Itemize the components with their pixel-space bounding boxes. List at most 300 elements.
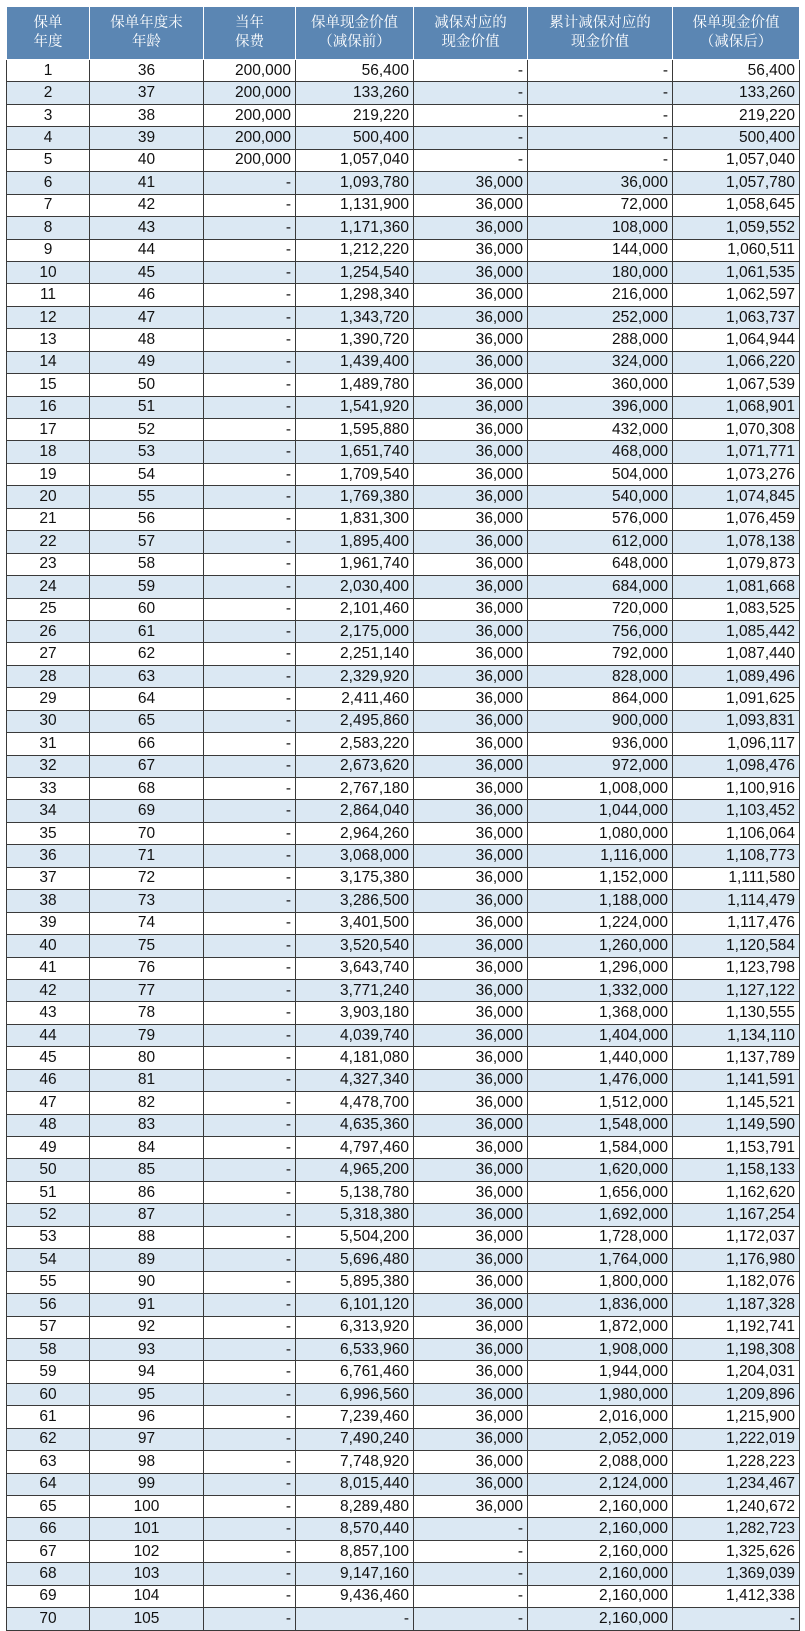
reduction-cash-value-cell: 36,000 [414, 1069, 528, 1091]
reduction-cash-value-cell: 36,000 [414, 1383, 528, 1405]
cumulative-reduction-cell: 2,016,000 [528, 1406, 673, 1428]
table-row [7, 979, 800, 1001]
premium-cell: - [204, 553, 296, 575]
reduction-cash-value-cell: 36,000 [414, 643, 528, 665]
premium-cell: - [204, 1024, 296, 1046]
header-policy-year: 保单 年度 [7, 7, 90, 60]
premium-cell: - [204, 441, 296, 463]
policy-year-cell: 21 [7, 508, 90, 530]
premium-cell: - [204, 1608, 296, 1630]
age-cell: 43 [90, 217, 204, 239]
reduction-cash-value-cell: 36,000 [414, 1496, 528, 1518]
policy-value-table [6, 6, 800, 1631]
cash-value-before-cell: 1,595,880 [296, 419, 414, 441]
table-row [7, 486, 800, 508]
cumulative-reduction-cell: 1,044,000 [528, 800, 673, 822]
cumulative-reduction-cell: 1,872,000 [528, 1316, 673, 1338]
age-cell: 44 [90, 239, 204, 261]
policy-year-cell: 25 [7, 598, 90, 620]
age-cell: 54 [90, 463, 204, 485]
reduction-cash-value-cell: 36,000 [414, 733, 528, 755]
policy-year-cell: 27 [7, 643, 90, 665]
premium-cell: - [204, 800, 296, 822]
table-row [7, 1585, 800, 1607]
cumulative-reduction-cell: 1,908,000 [528, 1338, 673, 1360]
policy-year-cell: 69 [7, 1585, 90, 1607]
policy-year-cell: 53 [7, 1226, 90, 1248]
cash-value-before-cell: 1,895,400 [296, 531, 414, 553]
cumulative-reduction-cell: 972,000 [528, 755, 673, 777]
cash-value-after-cell: 1,103,452 [673, 800, 800, 822]
cash-value-before-cell: 2,175,000 [296, 620, 414, 642]
table-row [7, 733, 800, 755]
reduction-cash-value-cell: 36,000 [414, 374, 528, 396]
cash-value-before-cell: 4,797,460 [296, 1137, 414, 1159]
cumulative-reduction-cell: 2,160,000 [528, 1540, 673, 1562]
age-cell: 80 [90, 1047, 204, 1069]
age-cell: 49 [90, 351, 204, 373]
policy-year-cell: 32 [7, 755, 90, 777]
age-cell: 69 [90, 800, 204, 822]
policy-year-cell: 64 [7, 1473, 90, 1495]
age-cell: 104 [90, 1585, 204, 1607]
table-row [7, 1518, 800, 1540]
reduction-cash-value-cell: 36,000 [414, 463, 528, 485]
premium-cell: - [204, 306, 296, 328]
cash-value-before-cell: 6,101,120 [296, 1294, 414, 1316]
policy-year-cell: 12 [7, 306, 90, 328]
age-cell: 41 [90, 172, 204, 194]
table-row [7, 688, 800, 710]
reduction-cash-value-cell: - [414, 82, 528, 104]
policy-year-cell: 1 [7, 60, 90, 82]
cash-value-after-cell: 1,145,521 [673, 1092, 800, 1114]
premium-cell: - [204, 1047, 296, 1069]
cash-value-after-cell: 1,057,780 [673, 172, 800, 194]
age-cell: 81 [90, 1069, 204, 1091]
header-reduction-cash-value: 减保对应的 现金价值 [414, 7, 528, 60]
cash-value-after-cell: 1,067,539 [673, 374, 800, 396]
cash-value-before-cell: 1,831,300 [296, 508, 414, 530]
reduction-cash-value-cell: 36,000 [414, 172, 528, 194]
policy-year-cell: 63 [7, 1451, 90, 1473]
policy-year-cell: 47 [7, 1092, 90, 1114]
table-row [7, 643, 800, 665]
cash-value-after-cell: 1,071,771 [673, 441, 800, 463]
cash-value-after-cell: 1,209,896 [673, 1383, 800, 1405]
premium-cell: - [204, 1563, 296, 1585]
cumulative-reduction-cell: 216,000 [528, 284, 673, 306]
cash-value-before-cell: 5,138,780 [296, 1181, 414, 1203]
age-cell: 86 [90, 1181, 204, 1203]
premium-cell: - [204, 890, 296, 912]
table-row [7, 1540, 800, 1562]
reduction-cash-value-cell: 36,000 [414, 867, 528, 889]
age-cell: 48 [90, 329, 204, 351]
cash-value-before-cell: 2,495,860 [296, 710, 414, 732]
age-cell: 82 [90, 1092, 204, 1114]
premium-cell: - [204, 867, 296, 889]
cash-value-before-cell: 2,767,180 [296, 778, 414, 800]
premium-cell: - [204, 935, 296, 957]
cash-value-after-cell: 1,081,668 [673, 576, 800, 598]
table-row [7, 419, 800, 441]
cash-value-before-cell: 3,771,240 [296, 979, 414, 1001]
premium-cell: - [204, 1496, 296, 1518]
table-row [7, 60, 800, 82]
cash-value-after-cell: 1,176,980 [673, 1249, 800, 1271]
policy-year-cell: 55 [7, 1271, 90, 1293]
premium-cell: - [204, 755, 296, 777]
cash-value-before-cell: 7,748,920 [296, 1451, 414, 1473]
table-row [7, 800, 800, 822]
policy-year-cell: 37 [7, 867, 90, 889]
table-row [7, 553, 800, 575]
age-cell: 93 [90, 1338, 204, 1360]
table-row [7, 598, 800, 620]
policy-year-cell: 18 [7, 441, 90, 463]
cash-value-after-cell: 1,149,590 [673, 1114, 800, 1136]
policy-year-cell: 2 [7, 82, 90, 104]
reduction-cash-value-cell: 36,000 [414, 1092, 528, 1114]
reduction-cash-value-cell: 36,000 [414, 531, 528, 553]
cumulative-reduction-cell: - [528, 60, 673, 82]
policy-year-cell: 31 [7, 733, 90, 755]
table-row [7, 576, 800, 598]
policy-year-cell: 57 [7, 1316, 90, 1338]
cash-value-after-cell: 1,111,580 [673, 867, 800, 889]
cumulative-reduction-cell: 504,000 [528, 463, 673, 485]
table-row [7, 1271, 800, 1293]
age-cell: 105 [90, 1608, 204, 1630]
table-row [7, 1473, 800, 1495]
age-cell: 61 [90, 620, 204, 642]
age-cell: 83 [90, 1114, 204, 1136]
cumulative-reduction-cell: 1,368,000 [528, 1002, 673, 1024]
cumulative-reduction-cell: 2,160,000 [528, 1518, 673, 1540]
header-cash-value-before: 保单现金价值 （减保前） [296, 7, 414, 60]
policy-year-cell: 45 [7, 1047, 90, 1069]
policy-year-cell: 34 [7, 800, 90, 822]
policy-year-cell: 56 [7, 1294, 90, 1316]
policy-year-cell: 40 [7, 935, 90, 957]
cumulative-reduction-cell: 1,800,000 [528, 1271, 673, 1293]
reduction-cash-value-cell: 36,000 [414, 1428, 528, 1450]
cash-value-after-cell: 219,220 [673, 104, 800, 126]
cash-value-after-cell: 1,234,467 [673, 1473, 800, 1495]
policy-value-table-container [6, 6, 799, 1631]
premium-cell: - [204, 822, 296, 844]
reduction-cash-value-cell: - [414, 104, 528, 126]
cumulative-reduction-cell: 648,000 [528, 553, 673, 575]
premium-cell: - [204, 1181, 296, 1203]
age-cell: 89 [90, 1249, 204, 1271]
cumulative-reduction-cell: - [528, 82, 673, 104]
table-row [7, 620, 800, 642]
premium-cell: 200,000 [204, 60, 296, 82]
cash-value-before-cell: 7,239,460 [296, 1406, 414, 1428]
cash-value-after-cell: 1,222,019 [673, 1428, 800, 1450]
cash-value-after-cell: 1,073,276 [673, 463, 800, 485]
reduction-cash-value-cell: 36,000 [414, 1294, 528, 1316]
cash-value-after-cell: 1,087,440 [673, 643, 800, 665]
table-row [7, 1563, 800, 1585]
cash-value-before-cell: 1,298,340 [296, 284, 414, 306]
cumulative-reduction-cell: 468,000 [528, 441, 673, 463]
cumulative-reduction-cell: 1,620,000 [528, 1159, 673, 1181]
table-row [7, 463, 800, 485]
age-cell: 39 [90, 127, 204, 149]
policy-year-cell: 30 [7, 710, 90, 732]
premium-cell: - [204, 217, 296, 239]
age-cell: 71 [90, 845, 204, 867]
cash-value-before-cell: 4,635,360 [296, 1114, 414, 1136]
reduction-cash-value-cell: 36,000 [414, 755, 528, 777]
cash-value-after-cell: 1,192,741 [673, 1316, 800, 1338]
reduction-cash-value-cell: 36,000 [414, 1473, 528, 1495]
policy-year-cell: 46 [7, 1069, 90, 1091]
premium-cell: - [204, 1518, 296, 1540]
premium-cell: - [204, 463, 296, 485]
age-cell: 101 [90, 1518, 204, 1540]
cumulative-reduction-cell: 1,008,000 [528, 778, 673, 800]
cash-value-after-cell: 1,057,040 [673, 149, 800, 171]
cash-value-after-cell: 1,134,110 [673, 1024, 800, 1046]
table-row [7, 1137, 800, 1159]
cash-value-after-cell: 1,068,901 [673, 396, 800, 418]
table-row [7, 217, 800, 239]
age-cell: 103 [90, 1563, 204, 1585]
premium-cell: - [204, 643, 296, 665]
cumulative-reduction-cell: - [528, 149, 673, 171]
premium-cell: - [204, 1473, 296, 1495]
cash-value-before-cell: 6,313,920 [296, 1316, 414, 1338]
policy-year-cell: 28 [7, 665, 90, 687]
reduction-cash-value-cell: 36,000 [414, 284, 528, 306]
cash-value-before-cell: 4,478,700 [296, 1092, 414, 1114]
cash-value-after-cell: 1,108,773 [673, 845, 800, 867]
policy-year-cell: 68 [7, 1563, 90, 1585]
table-row [7, 935, 800, 957]
cumulative-reduction-cell: 720,000 [528, 598, 673, 620]
table-header [7, 7, 800, 60]
age-cell: 66 [90, 733, 204, 755]
premium-cell: - [204, 778, 296, 800]
policy-year-cell: 44 [7, 1024, 90, 1046]
age-cell: 72 [90, 867, 204, 889]
cumulative-reduction-cell: 1,476,000 [528, 1069, 673, 1091]
age-cell: 62 [90, 643, 204, 665]
cash-value-before-cell: 6,533,960 [296, 1338, 414, 1360]
reduction-cash-value-cell: 36,000 [414, 957, 528, 979]
cumulative-reduction-cell: 2,160,000 [528, 1496, 673, 1518]
cash-value-after-cell: 1,064,944 [673, 329, 800, 351]
cash-value-after-cell: 1,141,591 [673, 1069, 800, 1091]
cash-value-before-cell: 3,903,180 [296, 1002, 414, 1024]
cash-value-after-cell: 1,198,308 [673, 1338, 800, 1360]
policy-year-cell: 33 [7, 778, 90, 800]
premium-cell: - [204, 351, 296, 373]
reduction-cash-value-cell: 36,000 [414, 1114, 528, 1136]
age-cell: 64 [90, 688, 204, 710]
age-cell: 94 [90, 1361, 204, 1383]
cumulative-reduction-cell: 1,080,000 [528, 822, 673, 844]
cumulative-reduction-cell: 1,224,000 [528, 912, 673, 934]
policy-year-cell: 16 [7, 396, 90, 418]
table-row [7, 441, 800, 463]
cash-value-before-cell: 2,864,040 [296, 800, 414, 822]
cumulative-reduction-cell: 2,088,000 [528, 1451, 673, 1473]
cash-value-before-cell: 1,489,780 [296, 374, 414, 396]
cash-value-after-cell: 1,085,442 [673, 620, 800, 642]
table-row [7, 1496, 800, 1518]
cumulative-reduction-cell: 2,160,000 [528, 1563, 673, 1585]
policy-year-cell: 61 [7, 1406, 90, 1428]
table-row [7, 1024, 800, 1046]
age-cell: 79 [90, 1024, 204, 1046]
premium-cell: - [204, 1383, 296, 1405]
cumulative-reduction-cell: 252,000 [528, 306, 673, 328]
reduction-cash-value-cell: 36,000 [414, 1204, 528, 1226]
table-row [7, 1226, 800, 1248]
reduction-cash-value-cell: 36,000 [414, 441, 528, 463]
age-cell: 92 [90, 1316, 204, 1338]
reduction-cash-value-cell: 36,000 [414, 576, 528, 598]
cash-value-before-cell: 5,318,380 [296, 1204, 414, 1226]
age-cell: 58 [90, 553, 204, 575]
cumulative-reduction-cell: 288,000 [528, 329, 673, 351]
age-cell: 102 [90, 1540, 204, 1562]
age-cell: 45 [90, 261, 204, 283]
reduction-cash-value-cell: 36,000 [414, 396, 528, 418]
policy-year-cell: 3 [7, 104, 90, 126]
premium-cell: - [204, 620, 296, 642]
reduction-cash-value-cell: 36,000 [414, 822, 528, 844]
cumulative-reduction-cell: 1,260,000 [528, 935, 673, 957]
table-row [7, 1092, 800, 1114]
cumulative-reduction-cell: 1,152,000 [528, 867, 673, 889]
cash-value-before-cell: 133,260 [296, 82, 414, 104]
reduction-cash-value-cell: 36,000 [414, 710, 528, 732]
reduction-cash-value-cell: 36,000 [414, 935, 528, 957]
table-row [7, 665, 800, 687]
table-row [7, 778, 800, 800]
premium-cell: - [204, 1002, 296, 1024]
cash-value-after-cell: 1,062,597 [673, 284, 800, 306]
cash-value-after-cell: 1,089,496 [673, 665, 800, 687]
table-row [7, 845, 800, 867]
reduction-cash-value-cell: 36,000 [414, 1316, 528, 1338]
reduction-cash-value-cell: 36,000 [414, 800, 528, 822]
cash-value-before-cell: 1,439,400 [296, 351, 414, 373]
premium-cell: - [204, 531, 296, 553]
table-row [7, 104, 800, 126]
policy-year-cell: 35 [7, 822, 90, 844]
policy-year-cell: 42 [7, 979, 90, 1001]
reduction-cash-value-cell: 36,000 [414, 665, 528, 687]
cash-value-before-cell: 5,696,480 [296, 1249, 414, 1271]
cash-value-before-cell: 8,857,100 [296, 1540, 414, 1562]
cash-value-after-cell: 1,079,873 [673, 553, 800, 575]
table-row [7, 755, 800, 777]
premium-cell: - [204, 1428, 296, 1450]
cash-value-after-cell: 1,369,039 [673, 1563, 800, 1585]
age-cell: 42 [90, 194, 204, 216]
premium-cell: - [204, 688, 296, 710]
cash-value-after-cell: 500,400 [673, 127, 800, 149]
cumulative-reduction-cell: 1,980,000 [528, 1383, 673, 1405]
premium-cell: 200,000 [204, 127, 296, 149]
policy-year-cell: 67 [7, 1540, 90, 1562]
cash-value-after-cell: 1,182,076 [673, 1271, 800, 1293]
age-cell: 46 [90, 284, 204, 306]
premium-cell: - [204, 957, 296, 979]
cash-value-after-cell: 1,114,479 [673, 890, 800, 912]
age-cell: 53 [90, 441, 204, 463]
cash-value-after-cell: 1,120,584 [673, 935, 800, 957]
age-cell: 78 [90, 1002, 204, 1024]
cumulative-reduction-cell: 324,000 [528, 351, 673, 373]
cumulative-reduction-cell: 2,160,000 [528, 1585, 673, 1607]
cash-value-after-cell: 1,204,031 [673, 1361, 800, 1383]
cash-value-before-cell: 1,212,220 [296, 239, 414, 261]
cumulative-reduction-cell: - [528, 127, 673, 149]
premium-cell: - [204, 733, 296, 755]
reduction-cash-value-cell: 36,000 [414, 261, 528, 283]
cumulative-reduction-cell: 612,000 [528, 531, 673, 553]
cash-value-after-cell: 1,412,338 [673, 1585, 800, 1607]
cash-value-after-cell: 1,059,552 [673, 217, 800, 239]
table-row [7, 239, 800, 261]
table-row [7, 1204, 800, 1226]
policy-year-cell: 29 [7, 688, 90, 710]
premium-cell: - [204, 576, 296, 598]
age-cell: 47 [90, 306, 204, 328]
table-row [7, 1294, 800, 1316]
policy-year-cell: 58 [7, 1338, 90, 1360]
cumulative-reduction-cell: 2,124,000 [528, 1473, 673, 1495]
cash-value-before-cell: 1,254,540 [296, 261, 414, 283]
cash-value-after-cell: 133,260 [673, 82, 800, 104]
cash-value-before-cell: 5,895,380 [296, 1271, 414, 1293]
table-row [7, 306, 800, 328]
reduction-cash-value-cell: 36,000 [414, 351, 528, 373]
policy-year-cell: 26 [7, 620, 90, 642]
table-row [7, 1159, 800, 1181]
cumulative-reduction-cell: 1,728,000 [528, 1226, 673, 1248]
cash-value-before-cell: 3,175,380 [296, 867, 414, 889]
reduction-cash-value-cell: 36,000 [414, 1226, 528, 1248]
policy-year-cell: 60 [7, 1383, 90, 1405]
table-row [7, 1338, 800, 1360]
cash-value-before-cell: 2,673,620 [296, 755, 414, 777]
cash-value-before-cell: - [296, 1608, 414, 1630]
premium-cell: 200,000 [204, 104, 296, 126]
cash-value-before-cell: 6,761,460 [296, 1361, 414, 1383]
age-cell: 57 [90, 531, 204, 553]
age-cell: 68 [90, 778, 204, 800]
policy-year-cell: 22 [7, 531, 90, 553]
cash-value-before-cell: 1,769,380 [296, 486, 414, 508]
age-cell: 77 [90, 979, 204, 1001]
header-age: 保单年度末 年龄 [90, 7, 204, 60]
table-row [7, 822, 800, 844]
reduction-cash-value-cell: 36,000 [414, 688, 528, 710]
cash-value-before-cell: 4,039,740 [296, 1024, 414, 1046]
header-cumulative-reduction: 累计减保对应的 现金价值 [528, 7, 673, 60]
premium-cell: - [204, 1406, 296, 1428]
reduction-cash-value-cell: - [414, 1540, 528, 1562]
